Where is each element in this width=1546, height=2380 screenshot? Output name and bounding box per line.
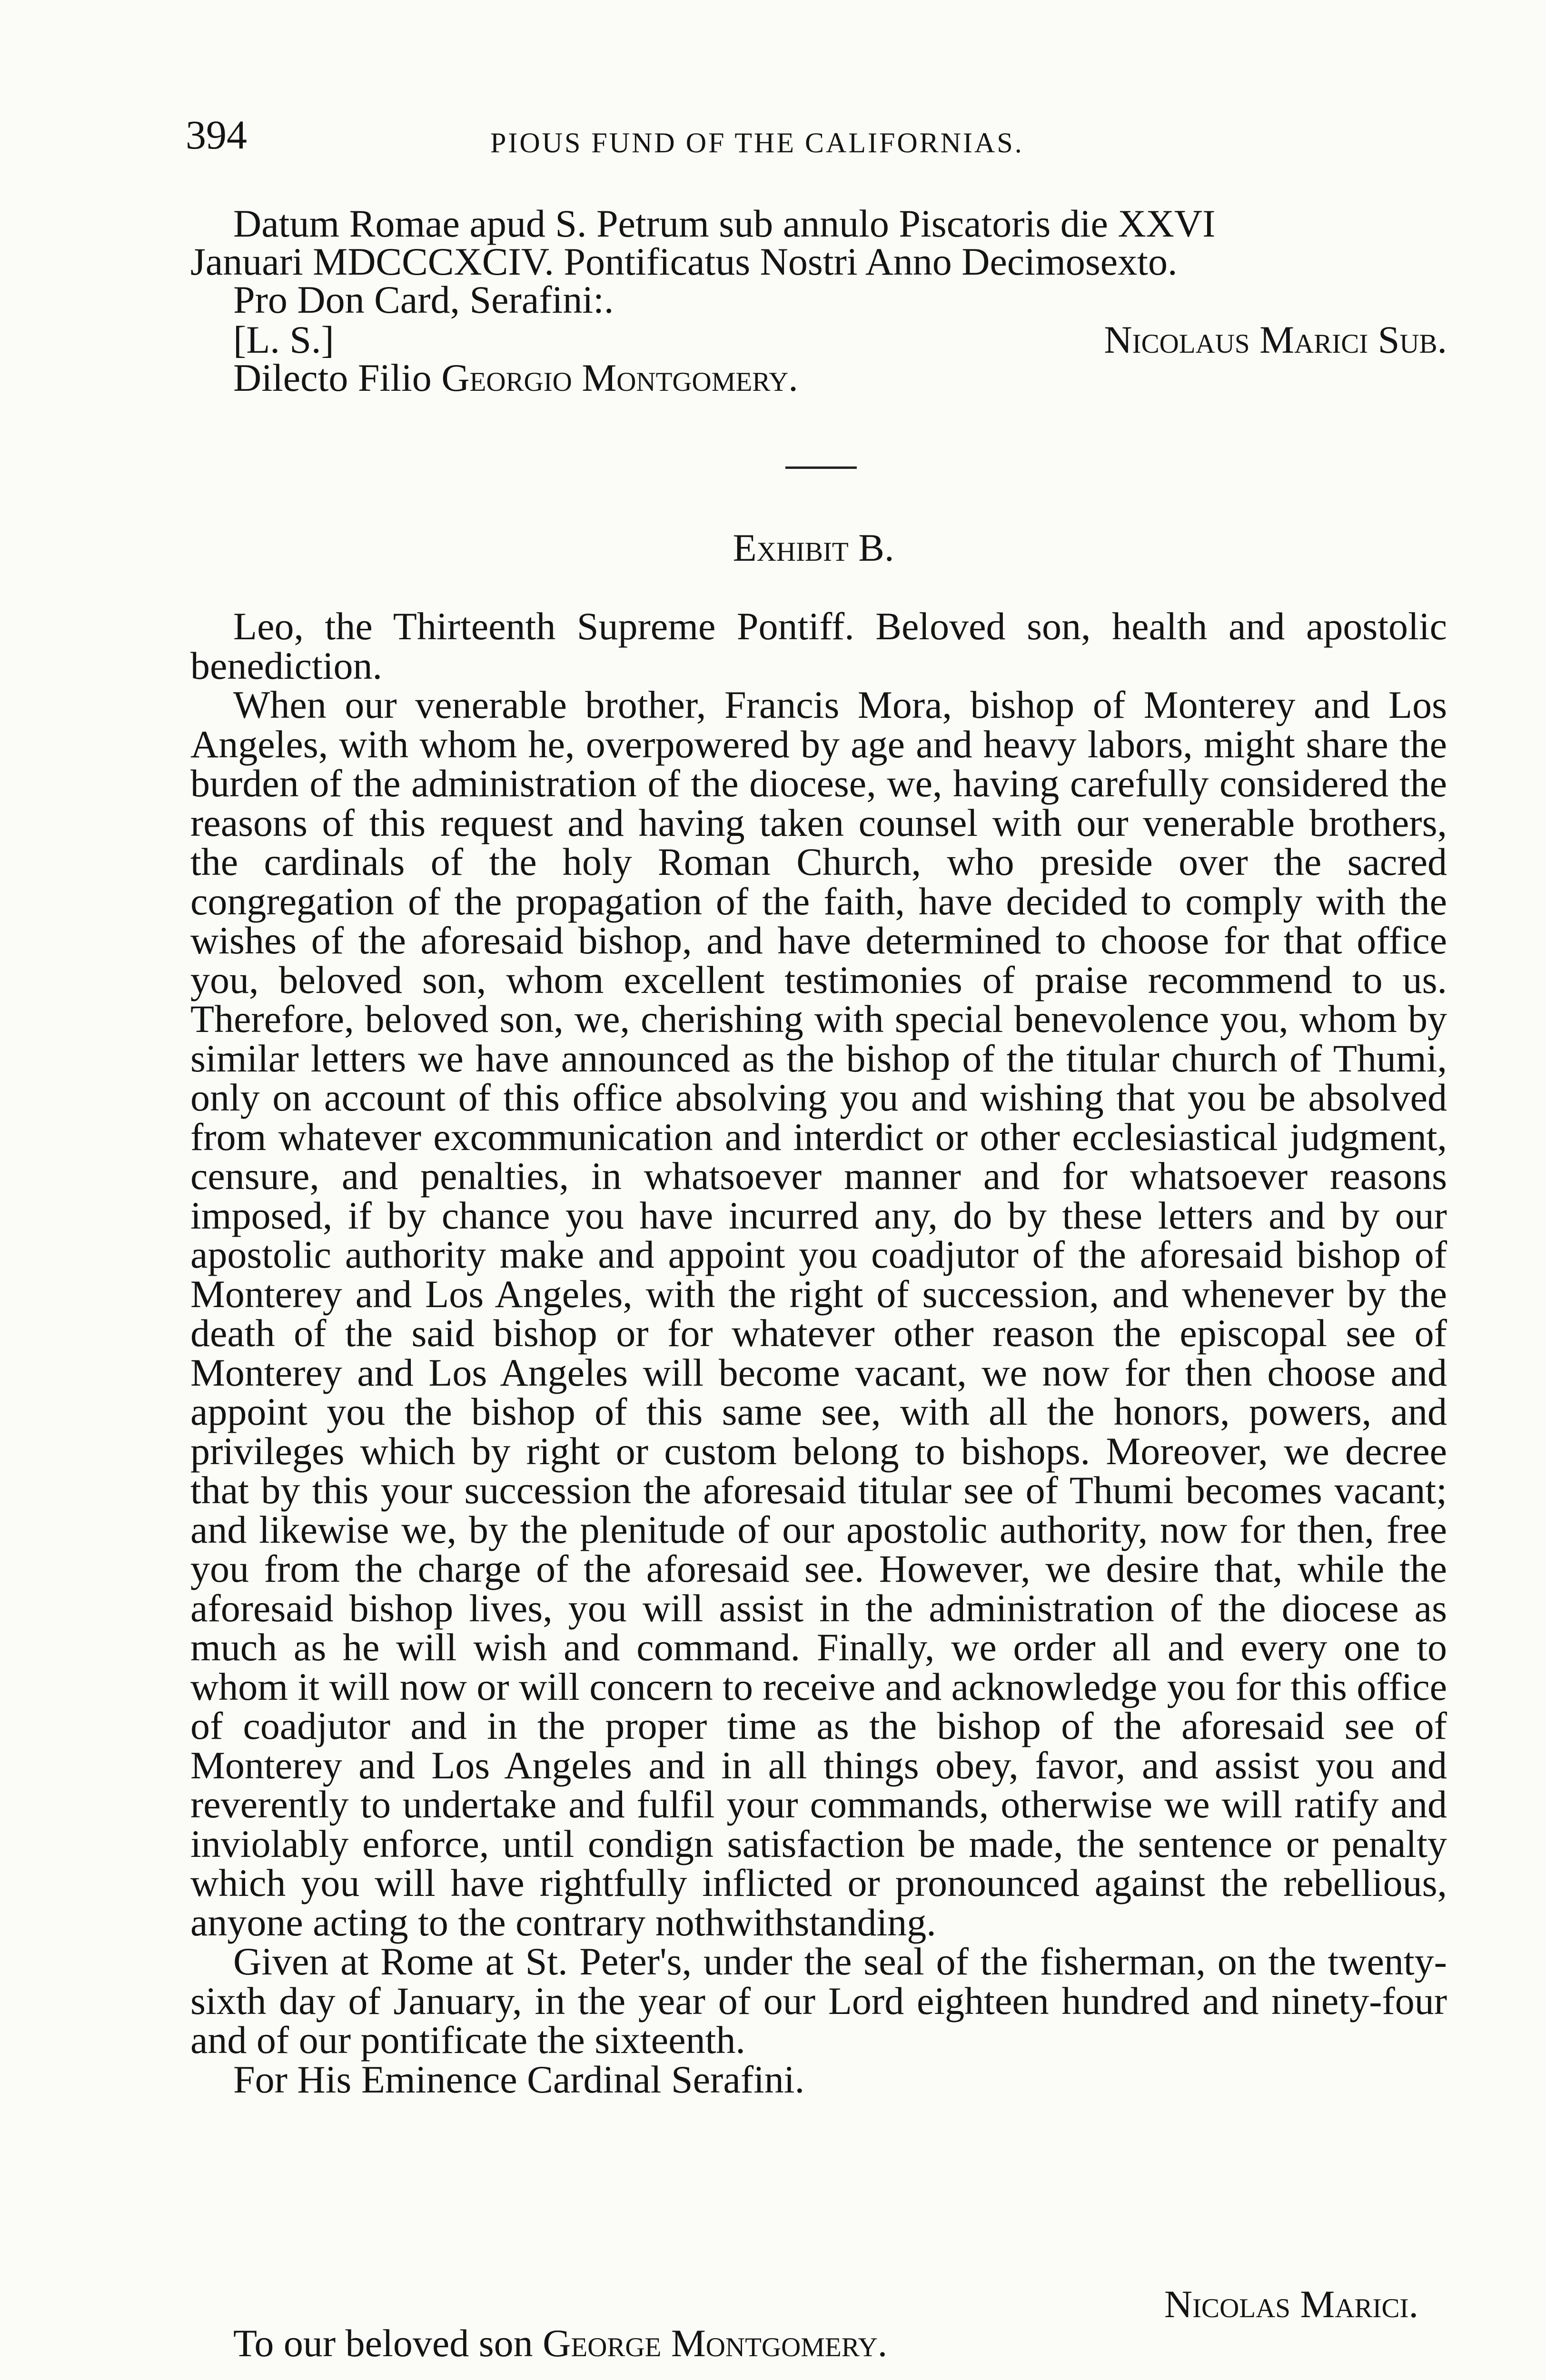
latin-seal-line: [233, 318, 1447, 361]
section-divider: [785, 466, 857, 469]
latin-line-1: Datum Romae apud S. Petrum sub annulo Piscatoris die XXVI: [233, 202, 1216, 245]
addressee-line: [233, 2321, 888, 2365]
running-head: PIOUS FUND OF THE CALIFORNIAS.: [490, 127, 1024, 159]
body-text: [190, 607, 1447, 2099]
seal-mark: [L. S.]: [233, 318, 334, 361]
latin-addressee-prefix: Dilecto Filio: [233, 356, 442, 399]
exhibit-title: Exhibit B.: [733, 526, 894, 569]
page-number: 394: [186, 112, 247, 158]
exhibit-heading: [0, 528, 1546, 567]
signature-name: Nicolas Marici.: [1164, 2282, 1418, 2326]
latin-line-5: [233, 356, 798, 399]
latin-line-2: Januari MDCCCXCIV. Pontificatus Nostri Anno Decimosexto.: [190, 240, 1178, 283]
paragraph-given-at: Given at Rome at St. Peter's, under the seal of the fisherman, on the twenty-sixth day of January, in the year of our Lord eighteen hundred and ninety-four and of our pontificate the sixteenth.: [190, 1940, 1447, 2062]
paragraph-main: When our venerable brother, Francis Mora, bishop of Monterey and Los Angeles, with whom he, overpowered by age and heavy labors, might share the burden of the administration of the diocese, we, having carefully considered the reasons of this request and having taken counsel with our venerable brothers, the cardinals of the holy Roman Church, who preside over the sacred congregation of the propagation of the faith, have decided to comply with the wishes of the aforesaid bishop, and have determined to choose for that office you, beloved son, whom excellent testimonies of praise recommend to us. Therefore, beloved son, we, cherishing with special benevolence you, whom by similar letters we have announced as the bishop of the titular church of Thumi, only on account of this office absolving you and wishing that you be absolved from whatever excommunication and interdict or other ecclesiastical judgment, censure, and penalties, in whatsoever manner and for whatsoever reasons imposed, if by chance you have incurred any, do by these letters and by our apostolic authority make and appoint you coadjutor of the aforesaid bishop of Monterey and Los Angeles, with the right of succession, and whenever by the death of the said bishop or for whatever other reason the episcopal see of Monterey and Los Angeles will become vacant, we now for then choose and appoint you the bishop of this same see, with all the honors, powers, and privileges which by right or custom belong to bishops. Moreover, we decree that by this your succession the aforesaid titular see of Thumi becomes vacant; and likewise we, by the plenitude of our apostolic authority, now for then, free you from the charge of the aforesaid see. However, we desire that, while the aforesaid bishop lives, you will assist in the administration of the diocese as much as he will wish and command. Finally, we order all and every one to whom it will now or will concern to receive and acknowledge you for this office of coadjutor and in the proper time as the bishop of the aforesaid see of Monterey and Los Angeles and in all things obey, favor, and assist you and reverently to undertake and fulfil your commands, otherwise we will ratify and inviolably enforce, until condign satisfaction be made, the sentence or penalty which you will have rightfully inflicted or pronounced against the rebellious, anyone acting to the contrary nothwithstanding.: [190, 683, 1447, 1944]
paragraph-for-cardinal: For His Eminence Cardinal Serafini.: [233, 2057, 805, 2101]
latin-line-3: Pro Don Card, Serafini:.: [233, 278, 614, 321]
latin-signature: Nicolaus Marici Sub.: [1104, 318, 1447, 361]
latin-addressee-name: Georgio Montgomery.: [441, 356, 798, 399]
addressee-prefix: To our beloved son: [233, 2321, 543, 2365]
addressee-name: George Montgomery.: [543, 2321, 888, 2365]
paragraph-salutation: Leo, the Thirteenth Supreme Pontiff. Beloved son, health and apostolic benediction.: [190, 605, 1447, 687]
